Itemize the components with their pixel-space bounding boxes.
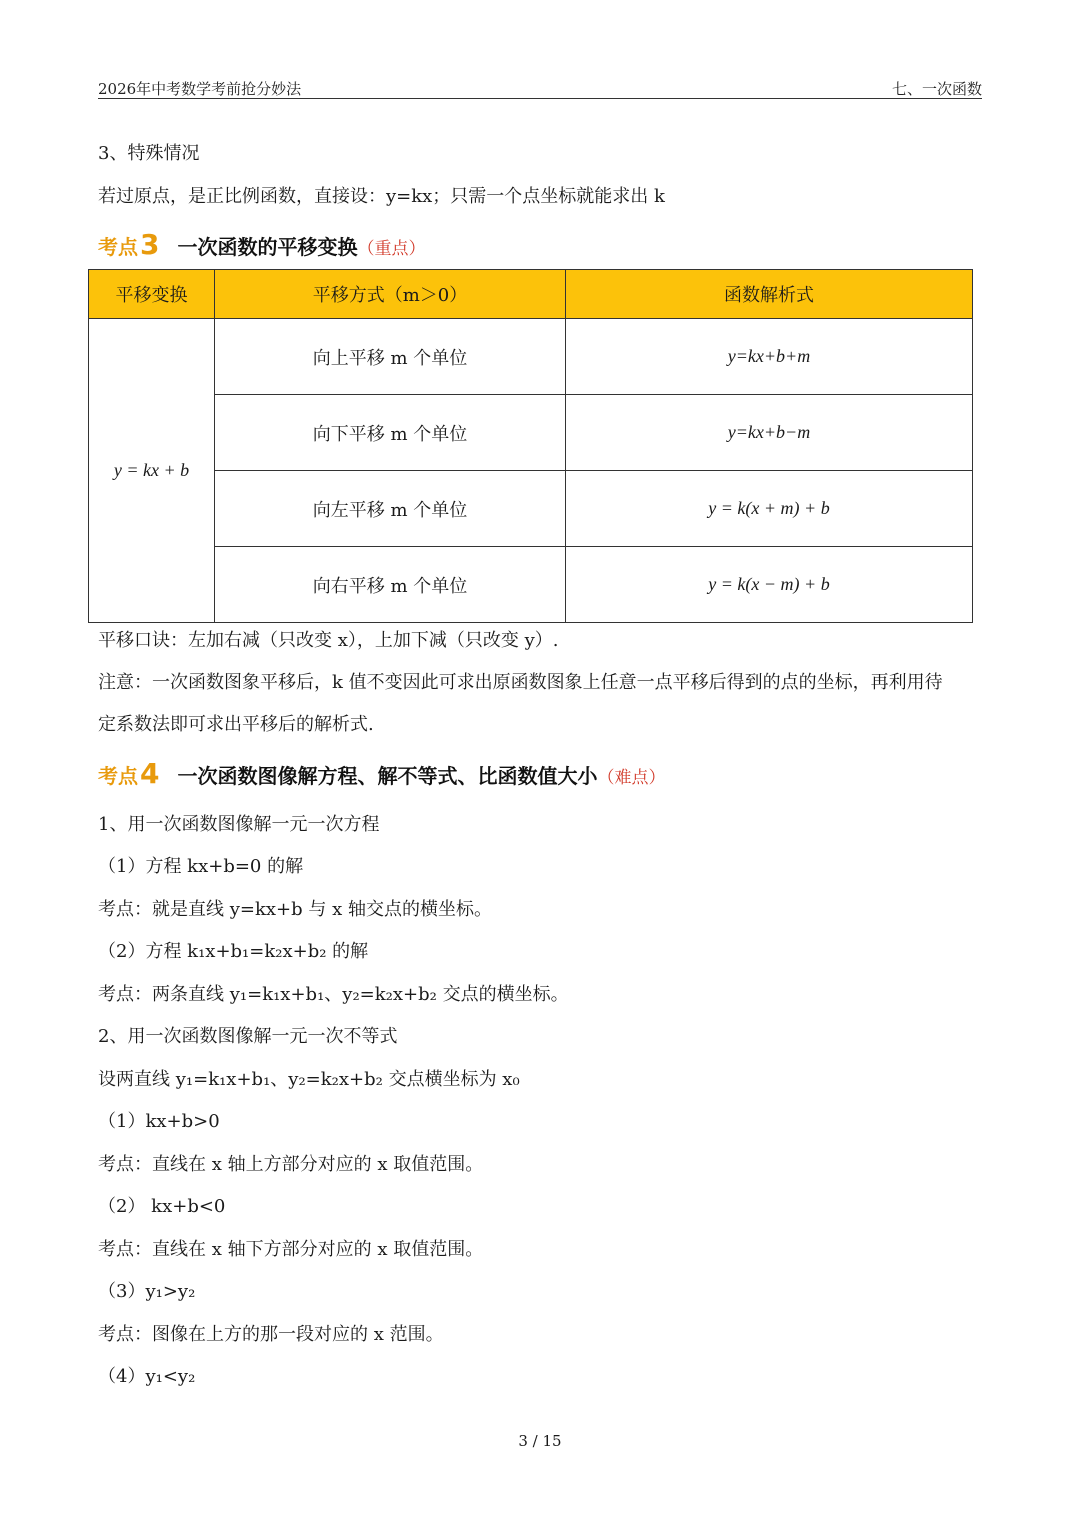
table-row (89, 395, 973, 471)
kaodian-3-heading (98, 228, 425, 261)
kaodian-number: 4 (140, 757, 160, 790)
body-line: 考点：就是直线 y=kx+b 与 x 轴交点的横坐标。 (98, 899, 492, 920)
shift-method: 向右平移 m 个单位 (215, 547, 566, 623)
table-row (89, 319, 973, 395)
body-line: （2） kx+b<0 (98, 1196, 226, 1217)
shift-formula: y=kx+b+m (566, 319, 973, 395)
table-header-row (89, 270, 973, 319)
header-title: 2026年中考数学考前抢分妙法 (98, 80, 302, 98)
page-number: 3 / 15 (518, 1432, 562, 1450)
translation-table (88, 269, 973, 623)
shift-formula: y = k(x + m) + b (566, 471, 973, 547)
body-line: 考点：图像在上方的那一段对应的 x 范围。 (98, 1324, 444, 1345)
body-line: （1）方程 kx+b=0 的解 (98, 856, 304, 877)
note-line-1: 注意：一次函数图象平移后，k 值不变因此可求出原函数图象上任意一点平移后得到的点的坐标，再利用待 (98, 672, 943, 693)
kaodian-tag: （难点） (597, 768, 666, 788)
body-line: 考点：直线在 x 轴上方部分对应的 x 取值范围。 (98, 1154, 484, 1175)
kaodian-title: 一次函数图像解方程、解不等式、比函数值大小 (177, 764, 598, 788)
page-header (98, 76, 982, 99)
body-line: （2）方程 k₁x+b₁=k₂x+b₂ 的解 (98, 941, 369, 962)
kaodian-4-heading (98, 757, 665, 790)
body-line: 1、用一次函数图像解一元一次方程 (98, 814, 380, 835)
mnemonic-text: 平移口诀：左加右减（只改变 x），上加下减（只改变 y）. (98, 630, 559, 651)
header-chapter: 七、一次函数 (891, 80, 982, 98)
body-line: 设两直线 y₁=k₁x+b₁、y₂=k₂x+b₂ 交点横坐标为 x₀ (98, 1069, 520, 1090)
table-row (89, 547, 973, 623)
body-line: （4）y₁<y₂ (98, 1366, 196, 1387)
body-line: （1）kx+b>0 (98, 1111, 220, 1132)
kaodian-number: 3 (140, 228, 160, 261)
shift-method: 向左平移 m 个单位 (215, 471, 566, 547)
table-header: 平移方式（m＞0） (215, 270, 566, 319)
shift-method: 向下平移 m 个单位 (215, 395, 566, 471)
shift-formula: y = k(x − m) + b (566, 547, 973, 623)
kaodian-tag: （重点） (357, 239, 426, 259)
shift-method: 向上平移 m 个单位 (215, 319, 566, 395)
base-function: y = kx + b (89, 319, 215, 623)
body-line: 2、用一次函数图像解一元一次不等式 (98, 1026, 398, 1047)
special-case-title: 3、特殊情况 (98, 143, 200, 164)
shift-formula: y=kx+b−m (566, 395, 973, 471)
special-case-text: 若过原点，是正比例函数，直接设：y=kx；只需一个点坐标就能求出 k (98, 186, 665, 207)
kaodian-title: 一次函数的平移变换 (177, 235, 358, 259)
note-line-2: 定系数法即可求出平移后的解析式. (98, 714, 374, 735)
kaodian-label: 考点 (98, 764, 138, 788)
body-line: 考点：两条直线 y₁=k₁x+b₁、y₂=k₂x+b₂ 交点的横坐标。 (98, 984, 569, 1005)
body-line: （3）y₁>y₂ (98, 1281, 196, 1302)
table-header: 平移变换 (89, 270, 215, 319)
body-line: 考点：直线在 x 轴下方部分对应的 x 取值范围。 (98, 1239, 484, 1260)
table-header: 函数解析式 (566, 270, 973, 319)
table-row (89, 471, 973, 547)
kaodian-label: 考点 (98, 235, 138, 259)
